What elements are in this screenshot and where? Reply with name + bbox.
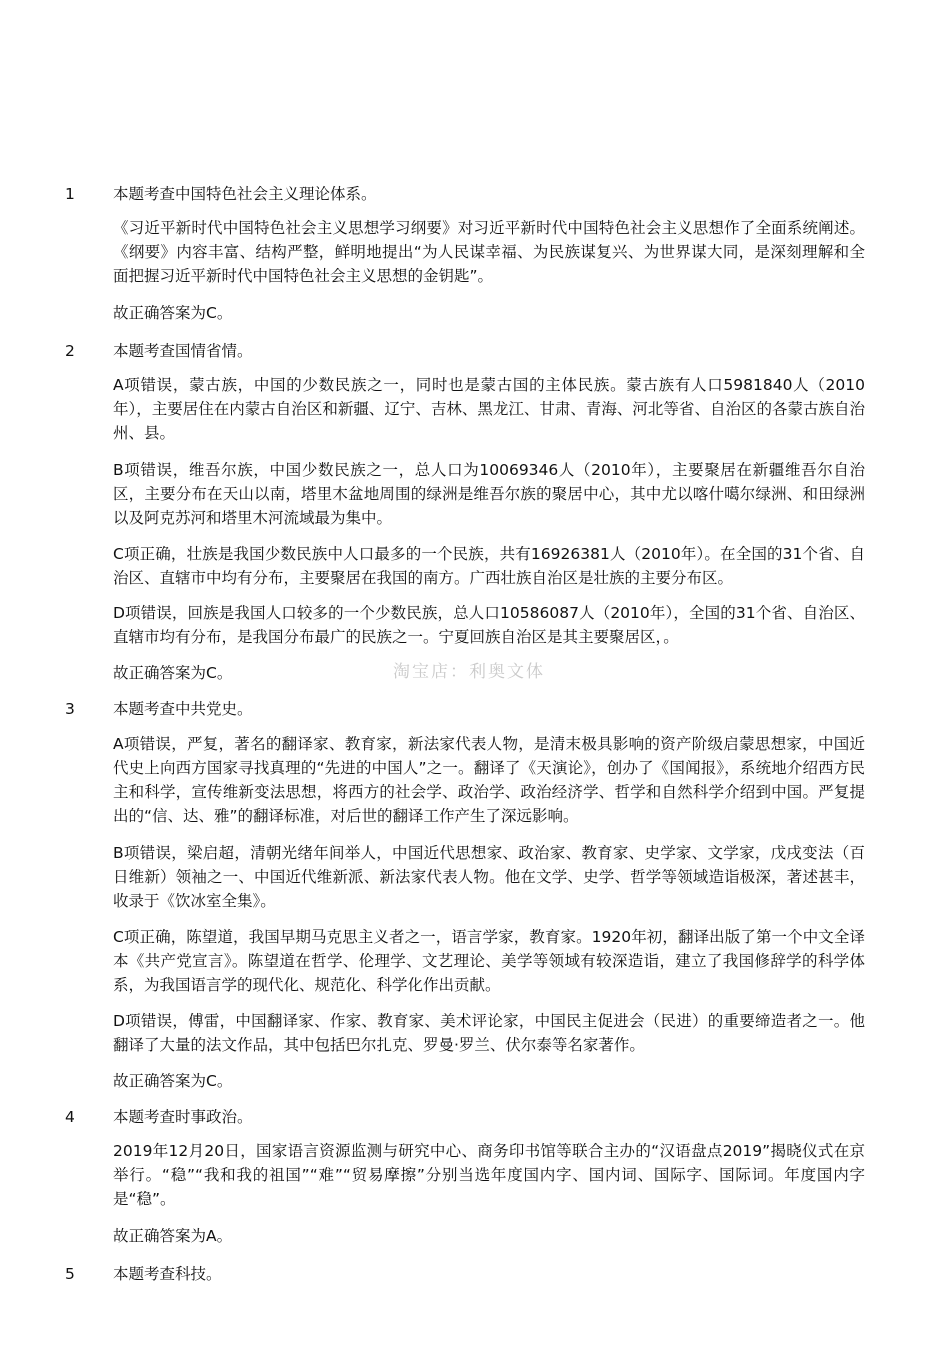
question-stem: 本题考查科技。: [113, 1265, 222, 1283]
question-number: 3: [65, 700, 75, 718]
option-a-explanation: A项错误，严复，著名的翻译家、教育家，新法家代表人物，是清末极具影响的资产阶级启蒙思想家，中国近代史上向西方国家寻找真理的“先进的中国人”之一。翻译了《天演论》，创办了《国闻报》，系统地介绍西方民主和科学，宣传维新变法思想，将西方的社会学、政治学、政治经济学、哲学和自然科学介绍到中国。严复提出的“信、达、雅”的翻译标准，对后世的翻译工作产生了深远影响。: [113, 735, 865, 825]
question-number: 4: [65, 1108, 75, 1126]
option-a-explanation: A项错误，蒙古族，中国的少数民族之一，同时也是蒙古国的主体民族。蒙古族有人口5981840人（2010年），主要居住在内蒙古自治区和新疆、辽宁、吉林、黑龙江、甘肃、青海、河北等省、自治区的各蒙古族自治州、县。: [113, 376, 865, 442]
option-c-explanation: C项正确，陈望道，我国早期马克思主义者之一，语言学家，教育家。1920年初，翻译出版了第一个中文全译本《共产党宣言》。陈望道在哲学、伦理学、文艺理论、美学等领域有较深造诣，建立了我国修辞学的科学体系，为我国语言学的现代化、规范化、科学化作出贡献。: [113, 928, 865, 994]
question-stem: 本题考查中国特色社会主义理论体系。: [113, 185, 377, 203]
answer-line: 故正确答案为A。: [113, 1227, 233, 1245]
question-number: 1: [65, 185, 75, 203]
option-d-explanation: D项错误，傅雷，中国翻译家、作家、教育家、美术评论家，中国民主促进会（民进）的重要缔造者之一。他翻译了大量的法文作品，其中包括巴尔扎克、罗曼·罗兰、伏尔泰等名家著作。: [113, 1012, 865, 1054]
question-stem: 本题考查时事政治。: [113, 1108, 253, 1126]
answer-line: 故正确答案为C。: [113, 1072, 233, 1090]
option-b-explanation: B项错误，维吾尔族，中国少数民族之一，总人口为10069346人（2010年），主要聚居在新疆维吾尔自治区，主要分布在天山以南，塔里木盆地周围的绿洲是维吾尔族的聚居中心，其中尤以喀什噶尔绿洲、和田绿洲以及阿克苏河和塔里木河流域最为集中。: [113, 461, 865, 527]
answer-line: 故正确答案为C。: [113, 664, 233, 682]
option-c-explanation: C项正确，壮族是我国少数民族中人口最多的一个民族，共有16926381人（2010年）。在全国的31个省、自治区、直辖市中均有分布，主要聚居在我国的南方。广西壮族自治区是壮族的主要分布区。: [113, 545, 865, 587]
option-d-explanation: D项错误，回族是我国人口较多的一个少数民族，总人口10586087人（2010年），全国的31个省、自治区、直辖市均有分布，是我国分布最广的民族之一。宁夏回族自治区是其主要聚居区，。: [113, 604, 865, 646]
question-number: 2: [65, 342, 75, 360]
answer-line: 故正确答案为C。: [113, 304, 233, 322]
question-number: 5: [65, 1265, 75, 1283]
question-stem: 本题考查国情省情。: [113, 342, 253, 360]
question-stem: 本题考查中共党史。: [113, 700, 253, 718]
watermark: 淘宝店：利奥文体: [393, 662, 545, 682]
explanation-paragraph: 《习近平新时代中国特色社会主义思想学习纲要》对习近平新时代中国特色社会主义思想作了全面系统阐述。《纲要》内容丰富、结构严整，鲜明地提出“为人民谋幸福、为民族谋复兴、为世界谋大同，是深刻理解和全面把握习近平新时代中国特色社会主义思想的金钥匙”。: [113, 219, 865, 285]
option-b-explanation: B项错误，梁启超，清朝光绪年间举人，中国近代思想家、政治家、教育家、史学家、文学家，戊戌变法（百日维新）领袖之一、中国近代维新派、新法家代表人物。他在文学、史学、哲学等领域造诣极深，著述甚丰，收录于《饮冰室全集》。: [113, 844, 865, 910]
explanation-paragraph: 2019年12月20日，国家语言资源监测与研究中心、商务印书馆等联合主办的“汉语盘点2019”揭晓仪式在京举行。“稳”“我和我的祖国”“难”“贸易摩擦”分别当选年度国内字、国内词、国际字、国际词。年度国内字是“稳”。: [113, 1142, 865, 1208]
